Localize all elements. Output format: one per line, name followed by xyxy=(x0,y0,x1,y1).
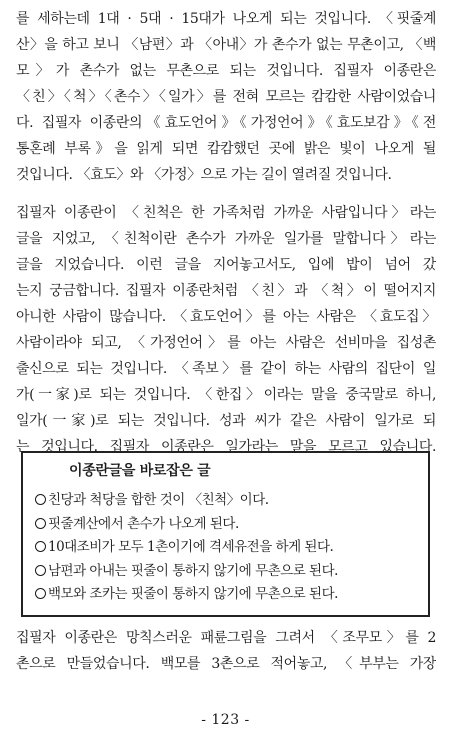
text-line: 일가(一家)로 되는 것입니다. 성과 씨가 같은 사람이 일가로 되 xyxy=(16,413,436,429)
text-line: 다. 집필자 이종란의《효도언어》《가정언어》《효도보감》《전 xyxy=(16,115,436,131)
text-line: 집필자 이종란은 망칙스러운 패륜그림을 그려서 〈조무모〉를 2 xyxy=(16,630,436,646)
correction-item-text: 10대조비가 모두 1촌이기에 격세유전을 하게 된다. xyxy=(48,539,334,555)
text-line: 글을 지었고, 〈친척이란 촌수가 가까운 일가를 말합니다〉라는 xyxy=(16,231,436,247)
circle-bullet-icon xyxy=(35,494,46,505)
paragraph-1 xyxy=(16,6,436,188)
correction-item-text: 친당과 척당을 합한 것이 〈친척〉이다. xyxy=(48,492,269,508)
text-line: 출신으로 되는 것입니다. 〈족보〉를 같이 하는 사람의 집단이 일 xyxy=(16,361,436,377)
text-line: 〈친〉〈척〉〈촌수〉〈일가〉를 전혀 모르는 캄캄한 사람이었습니 xyxy=(16,89,436,105)
text-line: 촌으로 만들었습니다. 백모를 3촌으로 적어놓고, 〈부부는 가장 xyxy=(16,656,436,672)
circle-bullet-icon xyxy=(35,588,46,599)
text-line: 산〉을 하고 보니 〈남편〉과 〈아내〉가 촌수가 없는 무촌이고, 〈백 xyxy=(16,37,436,53)
text-line: 것입니다. 〈효도〉와 〈가정〉으로 가는 길이 열려질 것입니다. xyxy=(16,167,392,183)
correction-item-text: 백모와 조카는 핏줄이 통하지 않기에 무촌으로 된다. xyxy=(48,586,338,602)
page-number: - 123 - xyxy=(201,712,250,728)
correction-box xyxy=(21,451,430,617)
correction-box-title: 이종란글을 바로잡은 글 xyxy=(69,463,211,479)
correction-item xyxy=(35,560,338,584)
paragraph-3 xyxy=(16,625,436,677)
circle-bullet-icon xyxy=(35,541,46,552)
text-line: 는지 궁금합니다. 집필자 이종란처럼 〈친〉과 〈척〉이 떨어지지 xyxy=(16,283,436,299)
text-line: 모〉가 촌수가 없는 무촌으로 되는 것입니다. 집필자 이종란은 xyxy=(16,63,436,79)
correction-item xyxy=(35,583,338,607)
text-line: 를 세하는데 1대 · 5대 · 15대가 나오게 되는 것입니다. 〈핏줄계 xyxy=(16,11,436,27)
correction-item xyxy=(35,536,338,560)
circle-bullet-icon xyxy=(35,565,46,576)
text-line: 가(一家)로 되는 것입니다. 〈한집〉이라는 말을 중국말로 하니, xyxy=(16,387,436,403)
correction-item-text: 핏줄계산에서 촌수가 나오게 된다. xyxy=(48,515,239,532)
text-line: 는 것입니다. 집필자 이종란은 일가라는 말을 모르고 있습니다. xyxy=(16,439,436,455)
correction-list xyxy=(35,489,338,607)
circle-bullet-icon xyxy=(35,518,46,529)
correction-item-text: 남편과 아내는 핏줄이 통하지 않기에 무촌으로 된다. xyxy=(48,562,338,579)
correction-item xyxy=(35,489,338,513)
text-line: 집필자 이종란이 〈친척은 한 가족처럼 가까운 사람입니다〉라는 xyxy=(16,205,436,221)
correction-item xyxy=(35,513,338,537)
text-line: 통혼례 부록》을 읽게 되면 캄캄했던 곳에 밝은 빛이 나오게 될 xyxy=(16,141,436,157)
text-line: 글을 지었습니다. 이런 글을 지어놓고서도, 입에 밥이 넘어 갔 xyxy=(16,257,436,273)
paragraph-2 xyxy=(16,200,436,460)
text-line: 사람이라야 되고, 〈가정언어〉를 아는 사람은 선비마을 집성촌 xyxy=(16,335,436,351)
text-line: 아니한 사람이 많습니다. 〈효도언어〉를 아는 사람은 〈효도집〉 xyxy=(16,309,436,325)
